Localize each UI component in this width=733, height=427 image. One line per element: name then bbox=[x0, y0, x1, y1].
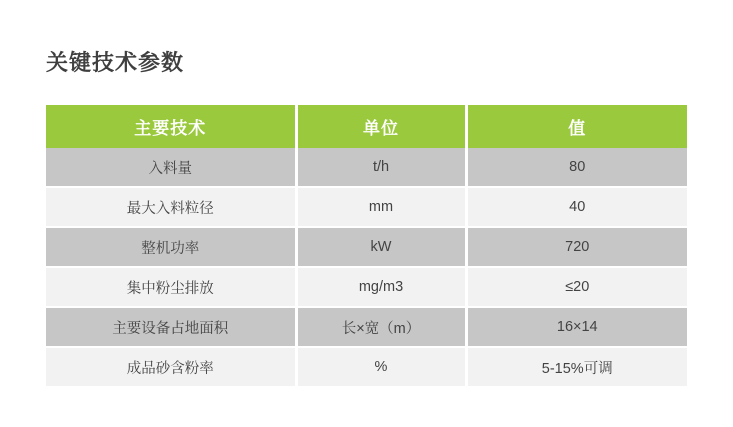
technical-parameters-table bbox=[46, 105, 687, 386]
cell-unit: % bbox=[296, 347, 466, 386]
table-header bbox=[46, 105, 687, 148]
cell-name: 成品砂含粉率 bbox=[46, 347, 296, 386]
cell-value: 40 bbox=[466, 187, 687, 227]
cell-value: ≤20 bbox=[466, 267, 687, 307]
table-row bbox=[46, 307, 687, 347]
column-header-name: 主要技术 bbox=[46, 105, 296, 148]
cell-value: 80 bbox=[466, 148, 687, 187]
cell-value: 16×14 bbox=[466, 307, 687, 347]
table-row bbox=[46, 227, 687, 267]
cell-unit: kW bbox=[296, 227, 466, 267]
table-body bbox=[46, 148, 687, 386]
table-row bbox=[46, 187, 687, 227]
cell-name: 入料量 bbox=[46, 148, 296, 187]
column-header-unit: 单位 bbox=[296, 105, 466, 148]
cell-value: 5-15%可调 bbox=[466, 347, 687, 386]
cell-name: 集中粉尘排放 bbox=[46, 267, 296, 307]
column-header-value: 值 bbox=[466, 105, 687, 148]
cell-name: 主要设备占地面积 bbox=[46, 307, 296, 347]
cell-value: 720 bbox=[466, 227, 687, 267]
cell-unit: t/h bbox=[296, 148, 466, 187]
table-row bbox=[46, 267, 687, 307]
cell-unit: mg/m3 bbox=[296, 267, 466, 307]
table-row bbox=[46, 347, 687, 386]
page-title: 关键技术参数 bbox=[46, 50, 185, 75]
cell-unit: 长×宽（m） bbox=[296, 307, 466, 347]
table-row bbox=[46, 148, 687, 187]
cell-name: 整机功率 bbox=[46, 227, 296, 267]
table-header-row bbox=[46, 105, 687, 148]
cell-name: 最大入料粒径 bbox=[46, 187, 296, 227]
cell-unit: mm bbox=[296, 187, 466, 227]
